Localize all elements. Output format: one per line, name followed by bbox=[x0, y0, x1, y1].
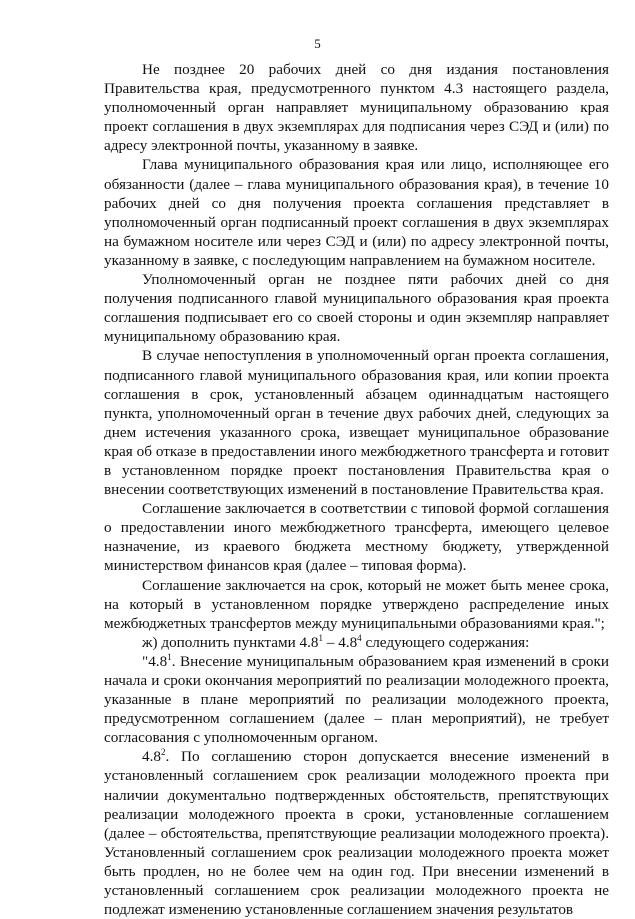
item-zh-suffix: следующего содержания: bbox=[361, 633, 530, 651]
item-4-8-2-text: . По соглашению сторон допускается внесение изменений в установленный соглашением срок реализации молодежного проекта при наличии документально подтвержденных обстоятельств, препятствующих реализации молодежного проекта в сроки, установленные соглашением (далее – обстоятельства, препятствующие реализации молодежного проекта). Установленный соглашением срок реализации молодежного проекта может быть продлен, но не более чем на один год. При внесении изменений в установленный соглашением срок реализации молодежного проекта не подлежат изменению установленные соглашением значения результатов bbox=[104, 748, 609, 919]
paragraph-authority-signing: Уполномоченный орган не позднее пяти рабочих дней со дня получения подписанного главой муниципального образования края проекта соглашения подписывает его со своей стороны и один экземпляр направляет муниципальному образованию края. bbox=[104, 271, 609, 346]
paragraph-agreement-term: Соглашение заключается на срок, который не может быть менее срока, на который в установленном порядке утверждено распределение иных межбюджетных трансфертов между муниципальными образованиями края."; bbox=[104, 576, 609, 632]
page-number: 5 bbox=[314, 36, 321, 51]
paragraph-draft-agreement: Не позднее 20 рабочих дней со дня издания постановления Правительства края, предусмотренного пунктом 4.3 настоящего раздела, уполномоченный орган направляет муниципальному образованию края проект соглашения в двух экземплярах для подписания через СЭД и (или) по адресу электронной почты, указанному в заявке. bbox=[104, 61, 609, 155]
paragraph-item-4-8-2 bbox=[104, 747, 609, 919]
item-4-8-2-prefix: 4.8 bbox=[142, 748, 161, 766]
item-4-8-1-text: . Внесение муниципальным образованием края изменений в сроки начала и сроки окончания мероприятий по реализации молодежного проекта, указанные в плане мероприятий по реализации молодежного проекта, предусмотренном соглашением (далее – план мероприятий), не требует согласования с уполномоченным органом. bbox=[104, 652, 609, 747]
item-zh-sup1: 1 bbox=[318, 632, 323, 643]
item-zh-dash: – 4.8 bbox=[323, 633, 358, 651]
paragraph-non-receipt: В случае непоступления в уполномоченный орган проекта соглашения, подписанного главой муниципального образования края, или копии проекта соглашения в срок, установленный абзацем одиннадцатым настоящего пункта, уполномоченный орган в течение двух рабочих дней, следующих за днем истечения указанного срока, извещает муниципальное образование края об отказе в предоставлении иного межбюджетного трансферта и готовит в установленном порядке проект постановления Правительства края о внесении соответствующих изменений в постановление Правительства края. bbox=[104, 347, 609, 499]
paragraph-item-4-8-1 bbox=[104, 652, 609, 747]
item-4-8-2-sup: 2 bbox=[160, 747, 166, 758]
item-4-8-1-prefix: "4.8 bbox=[142, 652, 168, 670]
paragraph-item-zh bbox=[104, 633, 609, 652]
paragraph-head-signing: Глава муниципального образования края или лицо, исполняющее его обязанности (далее – глава муниципального образования края), в течение 10 рабочих дней со дня получения проекта соглашения представляет в уполномоченный орган подписанный проект соглашения в двух экземплярах на бумажном носителе или через СЭД и (или) по адресу электронной почты, указанному в заявке, с последующим направлением на бумажном носителе. bbox=[104, 156, 609, 269]
item-4-8-1-sup: 1 bbox=[167, 651, 172, 662]
item-zh-sup2: 4 bbox=[357, 632, 362, 643]
document-body bbox=[104, 60, 609, 919]
paragraph-standard-form: Соглашение заключается в соответствии с типовой формой соглашения о предоставлении иного межбюджетного трансферта, имеющего целевое назначение, из краевого бюджета местному бюджету, утвержденной министерством финансов края (далее – типовая форма). bbox=[104, 500, 609, 575]
item-zh-prefix: ж) дополнить пунктами 4.8 bbox=[142, 633, 319, 651]
